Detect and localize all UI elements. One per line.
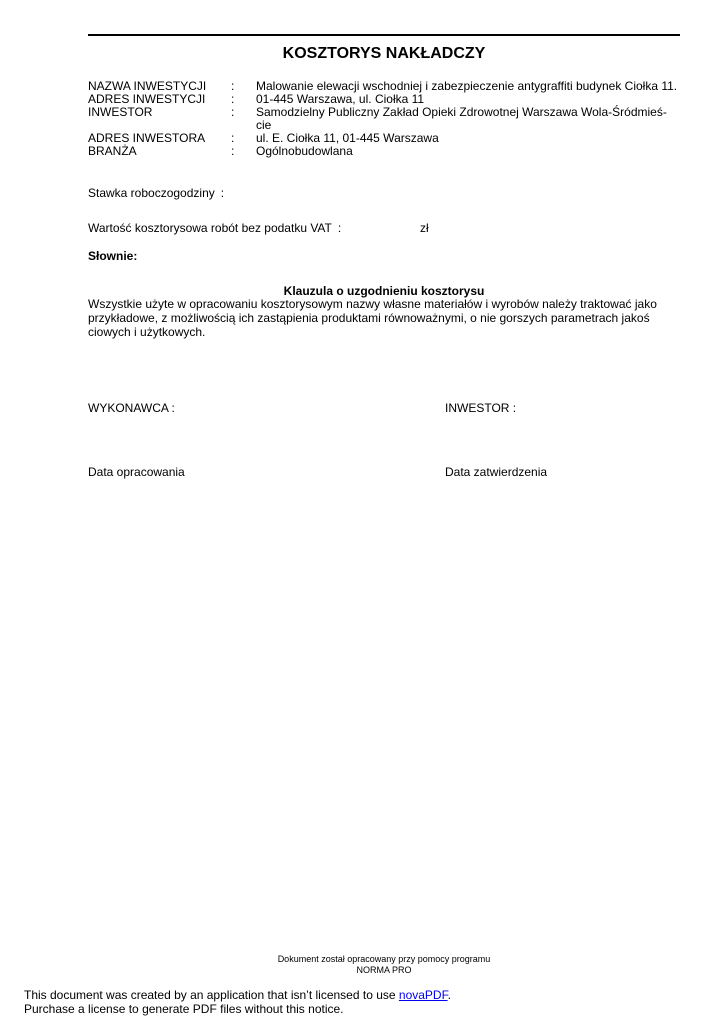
- info-label: NAZWA INWESTYCJI: [88, 79, 207, 93]
- wartosc-kosztorysowa: [88, 221, 341, 235]
- info-row-inwestor: [88, 106, 680, 132]
- wykonawca-label: WYKONAWCA :: [88, 401, 175, 415]
- info-sep: :: [231, 105, 235, 119]
- slownie-label: Słownie:: [88, 249, 138, 263]
- info-label: ADRES INWESTORA: [88, 131, 206, 145]
- currency-unit: zł: [420, 221, 429, 235]
- info-label: ADRES INWESTYCJI: [88, 92, 206, 106]
- info-sep: :: [231, 131, 235, 145]
- stawka-roboczogodziny: [88, 186, 224, 200]
- info-value: Malowanie elewacji wschodniej i zabezpieczenie antygraffiti budynek Ciołka 11.: [256, 79, 678, 93]
- info-row-adres-inwestora: [88, 132, 680, 145]
- footer-line-1: Dokument został opracowany przy pomocy programu: [277, 954, 491, 964]
- stawka-sep: :: [220, 186, 225, 200]
- footer-note: [234, 954, 534, 976]
- novapdf-link[interactable]: novaPDF: [398, 988, 448, 1002]
- footer-line-2: NORMA PRO: [356, 965, 412, 975]
- data-zatwierdzenia-label: Data zatwierdzenia: [445, 465, 548, 479]
- info-label: BRANŻA: [88, 144, 137, 158]
- wartosc-label: Wartość kosztorysowa robót bez podatku VAT: [88, 221, 332, 235]
- top-rule: [88, 34, 680, 36]
- info-table: [88, 80, 680, 158]
- info-value: Ogólnobudowlana: [256, 144, 353, 158]
- novapdf-line-1-prefix: This document was created by an application that isn’t licensed to use: [24, 988, 399, 1002]
- novapdf-line-2: Purchase a license to generate PDF files without this notice.: [24, 1002, 344, 1016]
- info-label: INWESTOR: [88, 105, 153, 119]
- stawka-label: Stawka roboczogodziny: [88, 186, 215, 200]
- novapdf-notice: [24, 988, 451, 1016]
- novapdf-line-1-suffix: .: [447, 988, 451, 1002]
- klauzula-title: Klauzula o uzgodnieniu kosztorysu: [283, 284, 485, 298]
- wartosc-sep: :: [337, 221, 342, 235]
- inwestor-label: INWESTOR :: [445, 401, 517, 415]
- klauzula-text: Wszystkie użyte w opracowaniu kosztorysowym nazwy własne materiałów i wyrobów należy traktować jako przykładowe, z możliwością ich zastąpienia produktami równoważnymi, o nie gorszych parametrach jakoś ciowych i użytkowych.: [88, 297, 657, 339]
- info-value: Samodzielny Publiczny Zakład Opieki Zdrowotnej Warszawa Wola-Śródmieś-cie: [256, 105, 667, 132]
- info-row-branza: [88, 145, 680, 158]
- data-opracowania-label: Data opracowania: [88, 465, 185, 479]
- info-value: ul. E. Ciołka 11, 01-445 Warszawa: [256, 131, 439, 145]
- info-value: 01-445 Warszawa, ul. Ciołka 11: [256, 92, 425, 106]
- info-sep: :: [231, 92, 235, 106]
- novapdf-line-1: [24, 988, 451, 1002]
- info-sep: :: [231, 144, 235, 158]
- document-title: KOSZTORYS NAKŁADCZY: [282, 45, 486, 62]
- info-sep: :: [231, 79, 235, 93]
